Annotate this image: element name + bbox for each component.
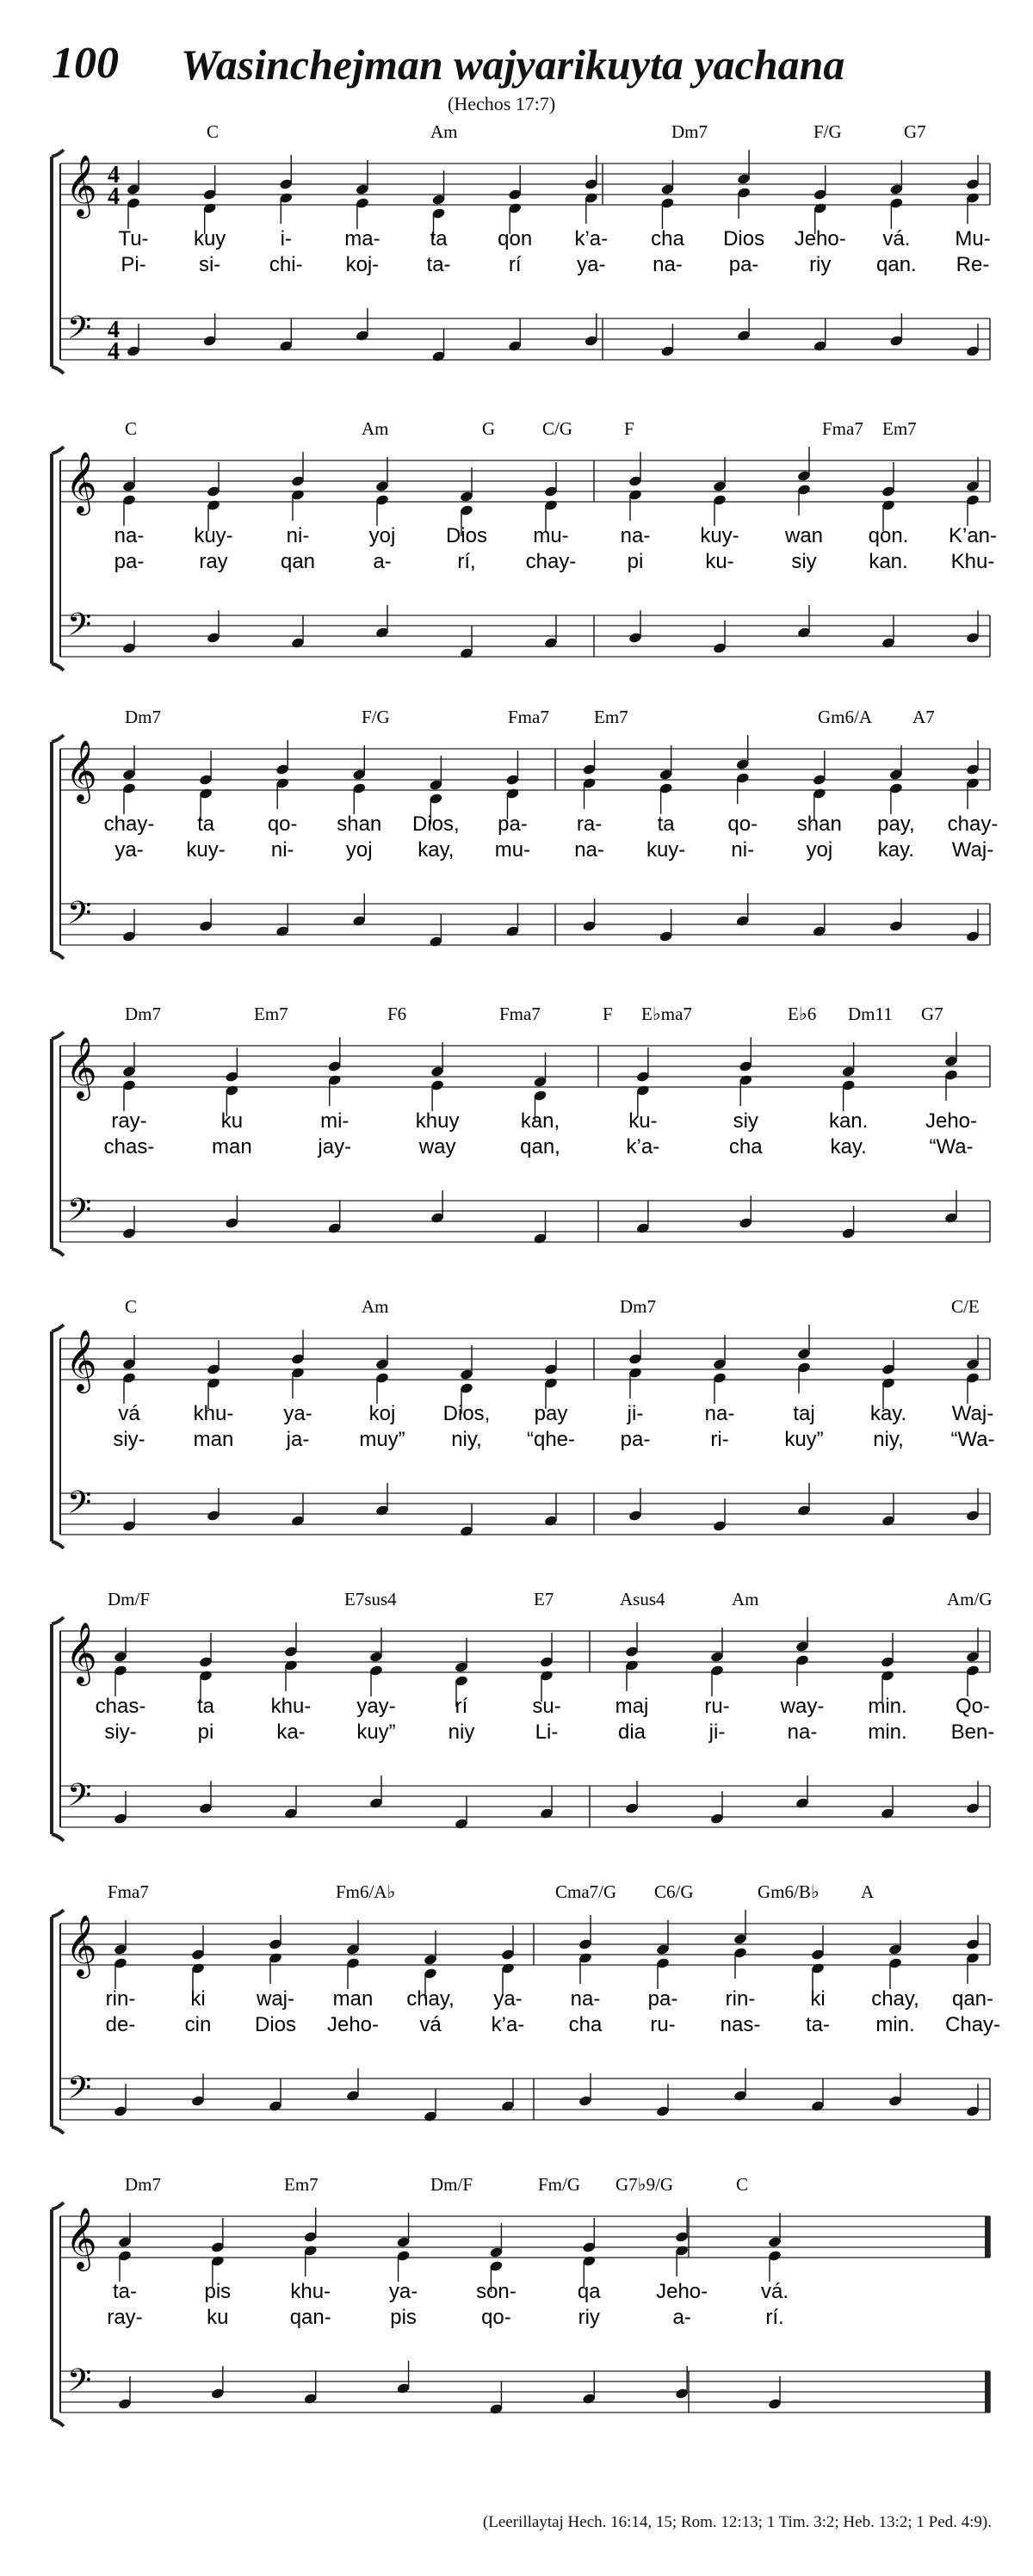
lyric-syllable: mi-: [320, 1109, 349, 1133]
lyric-syllable: pis: [204, 2280, 232, 2303]
lyric-syllable: chay-: [947, 812, 999, 836]
lyric-syllable: a-: [373, 550, 392, 573]
lyric-syllable: vá: [419, 2013, 442, 2036]
lyric-syllable: ta: [197, 812, 215, 836]
lyric-syllable: niy,: [873, 1428, 904, 1451]
chord-symbol: Am: [732, 1589, 759, 1609]
bass-clef-icon: 𝄢: [67, 1777, 92, 1821]
lyric-syllable: qon: [498, 227, 533, 250]
chord-symbol: G7♭9/G: [615, 2174, 674, 2195]
lyric-syllable: shan: [796, 812, 842, 836]
lyric-syllable: ni-: [731, 838, 755, 862]
lyric-syllable: Mu-: [955, 227, 991, 250]
treble-time-signature-top: 4: [108, 162, 120, 188]
system-bracket: [52, 735, 64, 959]
lyric-syllable: jay-: [318, 1135, 352, 1158]
lyric-syllable: ku: [207, 2306, 229, 2329]
system-bracket: [52, 447, 64, 670]
lyric-syllable: min.: [868, 1720, 907, 1744]
lyric-syllable: Jeho-: [925, 1109, 978, 1133]
lyric-syllable: chas-: [103, 1135, 155, 1158]
lyric-syllable: ya-: [388, 2280, 418, 2303]
lyric-syllable: qan-: [289, 2306, 331, 2329]
lyric-syllable: ru-: [650, 2013, 676, 2036]
lyric-syllable: cha: [651, 227, 684, 250]
lyric-syllable: na-: [570, 1987, 601, 2011]
music-system: [0, 707, 1033, 998]
chord-symbol: Fm/G: [538, 2174, 581, 2195]
lyric-syllable: vá.: [760, 2280, 789, 2303]
chord-symbol: Dm11: [848, 1004, 893, 1024]
lyric-syllable: man: [332, 1987, 374, 2011]
lyric-syllable: qan-: [951, 1987, 994, 2011]
lyric-syllable: qon.: [868, 524, 909, 547]
lyric-syllable: rí,: [457, 550, 476, 573]
staff-svg: [0, 1004, 1033, 1295]
lyric-syllable: son-: [476, 2280, 516, 2303]
chord-symbol: Dm/F: [430, 2174, 473, 2195]
lyric-syllable: khuy: [415, 1109, 460, 1133]
chord-symbol: Em7: [284, 2174, 319, 2195]
lyric-syllable: ku: [220, 1109, 244, 1133]
lyric-syllable: Dios,: [412, 812, 460, 836]
lyric-syllable: muy”: [359, 1428, 405, 1451]
lyric-syllable: khu-: [270, 1695, 312, 1718]
lyric-syllable: ta: [196, 1695, 215, 1718]
lyric-syllable: qan: [280, 550, 316, 573]
lyric-syllable: Chay-: [944, 2013, 1001, 2036]
lyric-syllable: yay-: [356, 1695, 396, 1718]
lyric-syllable: na-: [704, 1402, 735, 1425]
lyric-syllable: yoj: [368, 524, 396, 547]
lyric-syllable: kan.: [869, 550, 908, 573]
chord-symbol: C: [207, 121, 220, 142]
chord-symbol: Gm6/A: [818, 707, 872, 727]
lyric-syllable: kay.: [869, 1402, 907, 1425]
bass-clef-icon: 𝄢: [67, 2363, 92, 2406]
lyric-syllable: “Wa-: [929, 1135, 974, 1158]
lyric-syllable: vá: [118, 1402, 140, 1425]
lyric-syllable: ku-: [705, 550, 734, 573]
lyric-syllable: su-: [532, 1695, 561, 1718]
lyric-syllable: Ben-: [950, 1720, 995, 1744]
chord-symbol: Dm7: [125, 2174, 161, 2195]
lyric-syllable: Li-: [535, 1720, 559, 1744]
staff-svg: [0, 2174, 1033, 2466]
lyric-syllable: pa-: [498, 812, 528, 836]
lyric-syllable: Jeho-: [656, 2280, 708, 2303]
lyric-syllable: cha: [568, 2013, 603, 2036]
lyric-syllable: yoj: [806, 838, 833, 862]
lyric-syllable: de-: [105, 2013, 136, 2036]
lyric-syllable: kuy-: [646, 838, 686, 862]
lyric-syllable: ki: [190, 1987, 206, 2011]
lyric-syllable: ta: [430, 227, 448, 250]
lyric-syllable: kay.: [830, 1135, 867, 1158]
lyric-syllable: Jeho-: [794, 227, 846, 250]
lyric-syllable: niy: [448, 1720, 475, 1744]
chord-symbol: Gm6/B♭: [758, 1881, 820, 1902]
chord-symbol: C: [125, 418, 138, 439]
lyric-syllable: mu-: [533, 524, 569, 547]
system-bracket: [52, 1617, 64, 1841]
lyric-syllable: ma-: [344, 227, 380, 250]
lyric-syllable: ta-: [426, 253, 451, 276]
chord-symbol: Am: [362, 418, 389, 439]
lyric-syllable: waj-: [256, 1987, 295, 2011]
chord-symbol: E♭6: [788, 1004, 817, 1024]
lyric-syllable: siy: [791, 550, 817, 573]
lyric-syllable: min.: [868, 1695, 907, 1718]
chord-symbol: C: [736, 2174, 749, 2195]
lyric-syllable: pi: [197, 1720, 214, 1744]
lyric-syllable: na-: [114, 524, 145, 547]
lyric-syllable: rin-: [725, 1987, 756, 2011]
lyric-syllable: ji-: [627, 1402, 644, 1425]
lyric-syllable: taj: [793, 1402, 815, 1425]
chord-symbol: Dm7: [125, 1004, 161, 1024]
lyric-syllable: i-: [280, 227, 292, 250]
lyric-syllable: kuy: [193, 227, 226, 250]
scripture-references: (Leerillaytaj Hech. 16:14, 15; Rom. 12:13; 1 Tim. 3:2; Heb. 13:2; 1 Ped. 4:9).: [482, 2513, 992, 2531]
chord-symbol: E♭ma7: [641, 1004, 692, 1024]
lyric-syllable: Dios,: [442, 1402, 491, 1425]
lyric-syllable: pis: [390, 2306, 417, 2329]
lyric-syllable: Jeho-: [326, 2013, 380, 2036]
lyric-syllable: siy-: [113, 1428, 145, 1451]
lyric-syllable: na-: [574, 838, 604, 862]
chord-symbol: Fma7: [108, 1881, 149, 1902]
chord-symbol: Am: [430, 121, 458, 142]
lyric-syllable: rí: [455, 1695, 468, 1718]
lyric-syllable: ta-: [805, 2013, 831, 2036]
chord-symbol: F: [603, 1004, 613, 1024]
system-bracket: [52, 1325, 64, 1548]
system-bracket: [52, 1032, 64, 1256]
chord-symbol: G: [482, 418, 496, 439]
chord-symbol: Dm7: [620, 1296, 656, 1317]
chord-symbol: Fma7: [499, 1004, 541, 1024]
treble-time-signature-bottom: 4: [108, 183, 120, 210]
treble-clef-icon: 𝄞: [65, 153, 97, 216]
bass-clef-icon: 𝄢: [67, 2070, 92, 2114]
chord-symbol: F/G: [362, 707, 390, 727]
chord-symbol: F/G: [813, 121, 842, 142]
lyric-syllable: ya-: [283, 1402, 312, 1425]
staff-svg: [0, 1296, 1033, 1588]
chord-symbol: Em7: [882, 418, 917, 439]
lyric-syllable: chay-: [525, 550, 577, 573]
lyric-syllable: koj-: [345, 253, 380, 276]
lyric-syllable: min.: [875, 2013, 915, 2036]
staff-svg: [0, 1881, 1033, 2173]
treble-clef-icon: 𝄞: [65, 1621, 97, 1683]
lyric-syllable: pa-: [620, 1428, 651, 1451]
lyric-syllable: ki: [810, 1987, 826, 2011]
staff-svg: [0, 418, 1033, 710]
lyric-syllable: Dios: [254, 2013, 297, 2036]
chord-symbol: A7: [912, 707, 935, 727]
lyric-syllable: a-: [672, 2306, 691, 2329]
lyric-syllable: Dios: [445, 524, 488, 547]
lyric-syllable: rí: [508, 253, 522, 276]
chord-symbol: Fma7: [822, 418, 863, 439]
lyric-syllable: rin-: [105, 1987, 136, 2011]
chord-symbol: Dm7: [125, 707, 161, 727]
lyric-syllable: riy: [578, 2306, 600, 2329]
lyric-syllable: qo-: [481, 2306, 511, 2329]
lyric-syllable: dia: [617, 1720, 646, 1744]
lyric-syllable: kay,: [418, 838, 455, 862]
lyric-syllable: chi-: [269, 253, 303, 276]
lyric-syllable: way-: [780, 1695, 825, 1718]
chord-symbol: Am: [362, 1296, 389, 1317]
lyric-syllable: ray: [199, 550, 228, 573]
lyric-syllable: pa-: [728, 253, 759, 276]
lyric-syllable: qan,: [520, 1135, 560, 1158]
chord-symbol: Fma7: [508, 707, 549, 727]
music-system: [0, 1589, 1033, 1881]
treble-clef-icon: 𝄞: [65, 1035, 97, 1098]
lyric-syllable: ji-: [708, 1720, 726, 1744]
lyric-syllable: pa-: [647, 1987, 678, 2011]
chord-symbol: C/G: [542, 418, 573, 439]
lyric-syllable: kuy-: [186, 838, 226, 862]
title-row: [52, 38, 999, 98]
chord-symbol: F: [624, 418, 634, 439]
chord-symbol: Am/G: [947, 1589, 993, 1609]
lyric-syllable: pay,: [877, 812, 915, 836]
lyric-syllable: k’a-: [574, 227, 609, 250]
chord-symbol: Dm/F: [108, 1589, 151, 1609]
music-system: [0, 1004, 1033, 1295]
lyric-syllable: koj: [368, 1402, 396, 1425]
lyric-syllable: cin: [184, 2013, 212, 2036]
lyric-syllable: ta-: [112, 2280, 138, 2303]
lyric-syllable: khu-: [290, 2280, 331, 2303]
music-system: [0, 121, 1033, 413]
chord-symbol: Em7: [254, 1004, 288, 1024]
lyric-syllable: yoj: [345, 838, 373, 862]
song-reference: (Hechos 17:7): [448, 93, 556, 114]
lyric-syllable: kay.: [877, 838, 915, 862]
lyric-syllable: K’an-: [948, 524, 998, 547]
lyric-syllable: ja-: [286, 1428, 310, 1451]
bass-clef-icon: 𝄢: [67, 1485, 92, 1529]
lyric-syllable: ku-: [628, 1109, 658, 1133]
lyric-syllable: na-: [653, 253, 683, 276]
chord-symbol: Cma7/G: [555, 1881, 617, 1902]
bass-clef-icon: 𝄢: [67, 607, 92, 651]
final-barline: [985, 2371, 990, 2412]
lyric-syllable: ya-: [577, 253, 606, 276]
lyric-syllable: Dios: [723, 227, 765, 250]
lyric-syllable: Tu-: [118, 227, 149, 250]
staff-svg: [0, 707, 1033, 998]
chord-symbol: G7: [921, 1004, 943, 1024]
lyric-syllable: riy: [809, 253, 832, 276]
lyric-syllable: ru-: [704, 1695, 730, 1718]
chord-symbol: Fm6/A♭: [336, 1881, 396, 1902]
lyric-syllable: Pi-: [121, 253, 146, 276]
lyric-syllable: qa: [577, 2280, 601, 2303]
song-number: 100: [52, 39, 119, 88]
bass-time-signature-top: 4: [108, 317, 120, 343]
chord-symbol: C: [125, 1296, 138, 1317]
chord-symbol: Asus4: [620, 1589, 665, 1609]
lyric-syllable: na-: [620, 524, 651, 547]
lyric-syllable: kuy”: [356, 1720, 396, 1744]
lyric-syllable: Qo-: [955, 1695, 991, 1718]
staff-svg: [0, 121, 1033, 413]
lyric-syllable: ray-: [111, 1109, 147, 1133]
lyric-syllable: ni-: [270, 838, 294, 862]
lyric-syllable: ri-: [710, 1428, 729, 1451]
lyric-syllable: na-: [787, 1720, 818, 1744]
bass-clef-icon: 𝄢: [67, 310, 92, 354]
lyric-syllable: Khu-: [950, 550, 995, 573]
lyric-syllable: ya-: [114, 838, 144, 862]
lyric-syllable: “qhe-: [526, 1428, 576, 1451]
lyric-syllable: chay,: [406, 1987, 455, 2011]
lyric-syllable: pay: [534, 1402, 568, 1425]
lyric-syllable: ray-: [107, 2306, 143, 2329]
treble-clef-icon: 𝄞: [65, 1328, 97, 1391]
lyric-syllable: qo-: [727, 812, 758, 836]
bass-clef-icon: 𝄢: [67, 1192, 92, 1236]
song-title: Wasinchejman wajyarikuyta yachana: [181, 40, 845, 89]
bass-clef-icon: 𝄢: [67, 895, 92, 939]
lyric-syllable: Re-: [956, 253, 990, 276]
lyric-syllable: man: [193, 1428, 234, 1451]
lyric-syllable: niy,: [451, 1428, 482, 1451]
chord-symbol: A: [861, 1881, 875, 1902]
music-system: [0, 418, 1033, 710]
lyric-syllable: vá.: [882, 227, 911, 250]
lyric-syllable: ni-: [286, 524, 310, 547]
lyric-syllable: man: [212, 1135, 252, 1158]
treble-clef-icon: 𝄞: [65, 2206, 97, 2269]
bass-time-signature-bottom: 4: [108, 338, 120, 365]
lyric-syllable: kan,: [520, 1109, 560, 1133]
chord-symbol: E7: [534, 1589, 554, 1609]
lyric-syllable: cha: [728, 1135, 763, 1158]
music-system: [0, 2174, 1033, 2466]
lyric-syllable: chas-: [95, 1695, 146, 1718]
lyric-syllable: pi: [627, 550, 644, 573]
lyric-syllable: kuy-: [700, 524, 739, 547]
lyric-syllable: Waj-: [951, 1402, 994, 1425]
lyric-syllable: qan.: [876, 253, 917, 276]
system-bracket: [52, 2202, 64, 2426]
staff-svg: [0, 1589, 1033, 1881]
lyric-syllable: shan: [337, 812, 382, 836]
chord-symbol: Em7: [594, 707, 628, 727]
lyric-syllable: way: [418, 1135, 456, 1158]
lyric-syllable: k’a-: [626, 1135, 660, 1158]
chord-symbol: C6/G: [654, 1881, 694, 1902]
lyric-syllable: chay,: [871, 1987, 919, 2011]
music-system: [0, 1296, 1033, 1588]
lyric-syllable: khu-: [193, 1402, 234, 1425]
lyric-syllable: wan: [784, 524, 824, 547]
lyric-syllable: mu-: [494, 838, 531, 862]
lyric-syllable: ra-: [576, 812, 603, 836]
lyric-syllable: si-: [198, 253, 221, 276]
chord-symbol: F6: [387, 1004, 407, 1024]
lyric-syllable: kan.: [828, 1109, 869, 1133]
lyric-syllable: ya-: [493, 1987, 523, 2011]
lyric-syllable: “Wa-: [950, 1428, 995, 1451]
lyric-syllable: ka-: [276, 1720, 306, 1744]
treble-clef-icon: 𝄞: [65, 738, 97, 801]
lyric-syllable: kuy”: [784, 1428, 824, 1451]
final-barline: [985, 2216, 990, 2258]
treble-clef-icon: 𝄞: [65, 450, 97, 513]
lyric-syllable: qo-: [267, 812, 298, 836]
lyric-syllable: kuy-: [194, 524, 233, 547]
lyric-syllable: siy: [733, 1109, 758, 1133]
chord-symbol: Dm7: [671, 121, 708, 142]
lyric-syllable: ta: [657, 812, 675, 836]
lyric-syllable: Waj-: [951, 838, 994, 862]
lyric-syllable: chay-: [103, 812, 155, 836]
system-bracket: [52, 150, 64, 374]
chord-symbol: G7: [904, 121, 926, 142]
system-bracket: [52, 1910, 64, 2134]
lyric-syllable: siy-: [104, 1720, 137, 1744]
lyric-syllable: maj: [615, 1695, 649, 1718]
chord-symbol: E7sus4: [344, 1589, 397, 1609]
lyric-syllable: nas-: [720, 2013, 761, 2036]
lyric-syllable: pa-: [114, 550, 145, 573]
treble-clef-icon: 𝄞: [65, 1913, 97, 1976]
lyric-syllable: k’a-: [491, 2013, 525, 2036]
chord-symbol: C/E: [951, 1296, 980, 1317]
lyric-syllable: rí.: [765, 2306, 784, 2329]
music-system: [0, 1881, 1033, 2173]
